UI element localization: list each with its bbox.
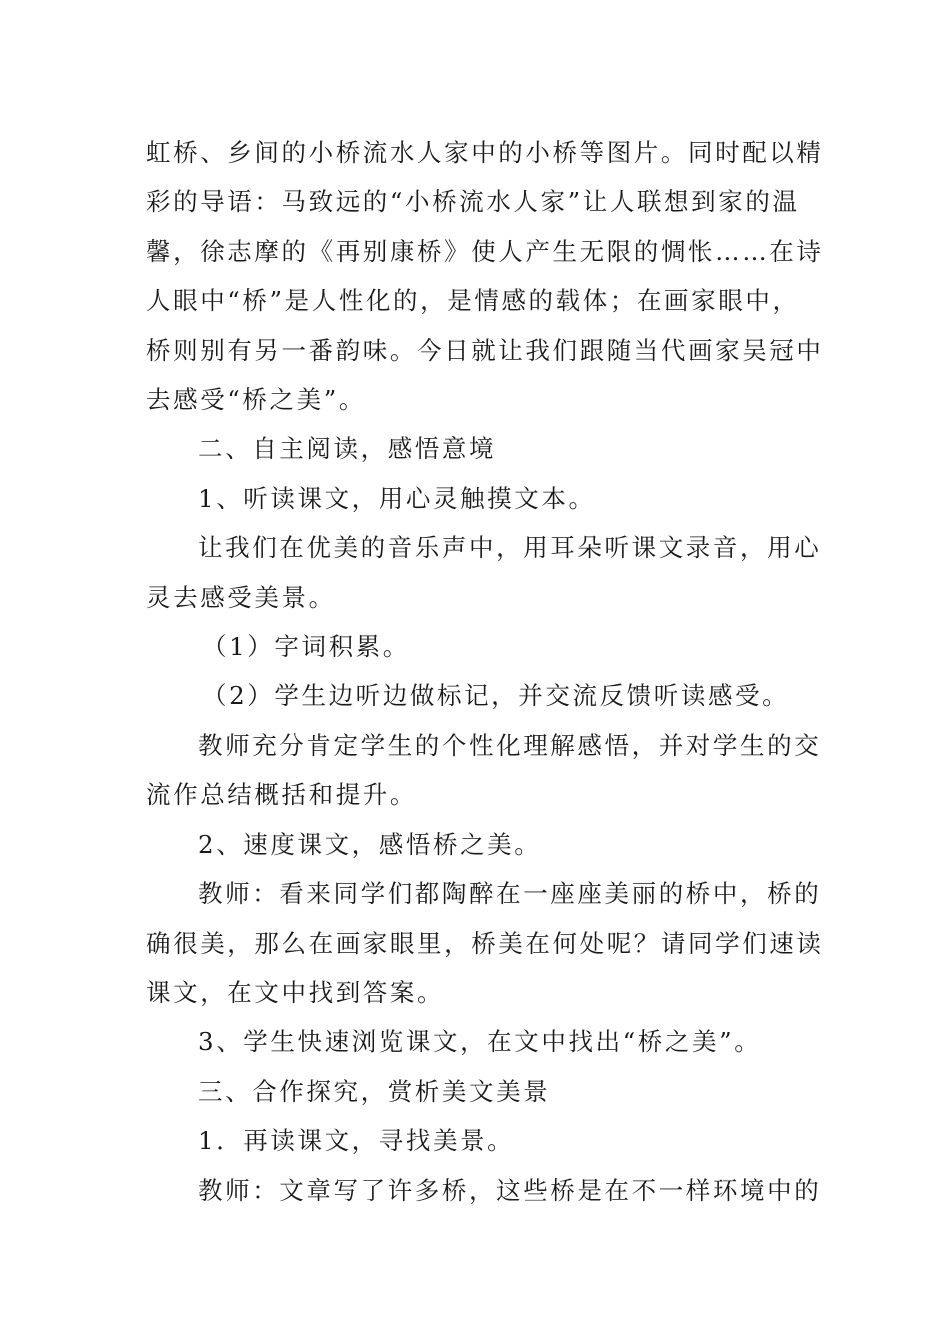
paragraph-intro	[146, 128, 824, 424]
text-line: 确很美，那么在画家眼里，桥美在何处呢？请同学们速读	[146, 928, 824, 958]
step-2-3	[146, 1017, 816, 1066]
sub-item-text: （1）字词积累。	[202, 632, 410, 662]
heading-text: 三、合作探究，赏析美文美景	[198, 1076, 551, 1106]
paragraph-teacher-bridges	[146, 1166, 822, 1215]
text-line: 灵去感受美景。	[146, 582, 336, 612]
text-line: 教师：文章写了许多桥，这些桥是在不一样环境中的	[198, 1175, 822, 1205]
step-2-1	[146, 474, 816, 523]
text-line: 让我们在优美的音乐声中，用耳朵听课文录音，用心	[198, 533, 822, 563]
paragraph-teacher-affirm	[146, 721, 822, 820]
text-line: 流作总结概括和提升。	[146, 780, 417, 810]
section-heading-3	[146, 1067, 816, 1116]
text-line: 彩的导语：马致远的“小桥流水人家”让人联想到家的温	[146, 187, 800, 217]
step-text: 1、听读课文，用心灵触摸文本。	[198, 483, 596, 513]
step-3-1	[146, 1116, 816, 1165]
text-line: 课文，在文中找到答案。	[146, 977, 445, 1007]
sub-item-2	[146, 671, 816, 720]
step-text: 2、速度课文，感悟桥之美。	[198, 829, 542, 859]
text-line: 去感受“桥之美”。	[146, 385, 366, 415]
text-line: 虹桥、乡间的小桥流水人家中的小桥等图片。同时配以精	[146, 138, 824, 167]
text-line: 馨，徐志摩的《再别康桥》使人产生无限的惆怅……在诗	[146, 236, 824, 266]
sub-item-text: （2）学生边听边做标记，并交流反馈听读感受。	[202, 681, 790, 711]
paragraph-teacher-question	[146, 869, 824, 1017]
sub-item-1	[146, 622, 816, 671]
section-heading-2	[146, 424, 816, 473]
step-text: 1．再读课文，寻找美景。	[198, 1126, 515, 1156]
heading-text: 二、自主阅读，感悟意境	[198, 434, 497, 464]
text-line: 人眼中“桥”是人性化的，是情感的载体；在画家眼中，	[146, 286, 800, 316]
paragraph-listen	[146, 523, 822, 622]
step-2-2	[146, 820, 816, 869]
text-line: 教师充分肯定学生的个性化理解感悟，并对学生的交	[198, 730, 822, 760]
step-text: 3、学生快速浏览课文，在文中找出“桥之美”。	[198, 1027, 762, 1057]
body-text	[146, 128, 824, 1215]
text-line: 桥则别有另一番韵味。今日就让我们跟随当代画家吴冠中	[146, 335, 824, 365]
text-line: 教师：看来同学们都陶醉在一座座美丽的桥中，桥的	[198, 879, 822, 909]
